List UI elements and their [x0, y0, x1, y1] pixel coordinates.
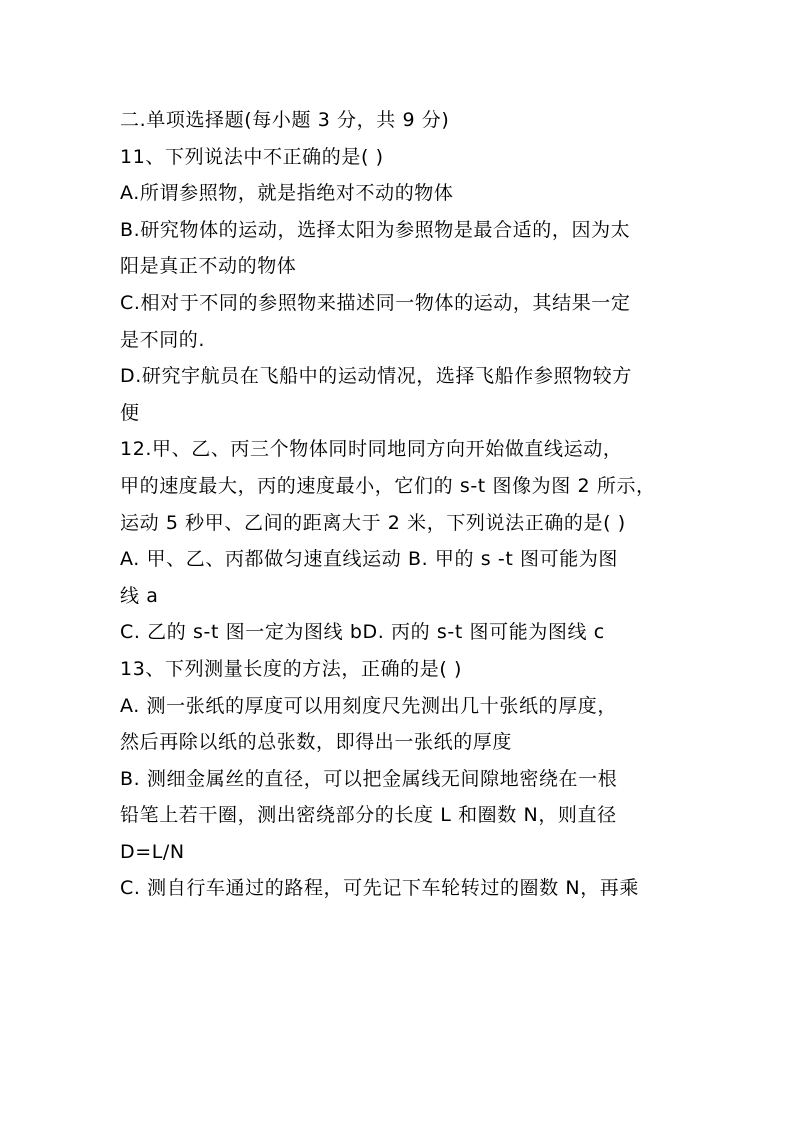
- question-13-option-a-line-2: 然后再除以纸的总张数，即得出一张纸的厚度: [120, 731, 513, 754]
- question-12-options-cd: C. 乙的 s-t 图一定为图线 bD. 丙的 s-t 图可能为图线 c: [120, 621, 605, 644]
- section-heading: 二.单项选择题(每小题 3 分，共 9 分): [120, 109, 450, 131]
- question-13-option-b-line-1: B. 测细金属丝的直径，可以把金属线无间隙地密绕在一根: [120, 767, 618, 790]
- question-11-stem: 11、下列说法中不正确的是( ): [120, 145, 384, 168]
- question-12-options-ab-line-1: A. 甲、乙、丙都做匀速直线运动 B. 甲的 s -t 图可能为图: [120, 548, 619, 571]
- question-11-option-b-line-1: B.研究物体的运动，选择太阳为参照物是最合适的，因为太: [120, 218, 631, 241]
- question-11-option-d-line-1: D.研究宇航员在飞船中的运动情况，选择飞船作参照物较方: [120, 365, 632, 388]
- question-12-options-ab-line-2: 线 a: [120, 584, 159, 607]
- question-11-option-c-line-2: 是不同的.: [120, 328, 206, 351]
- question-13-option-c-line-1: C. 测自行车通过的路程，可先记下车轮转过的圈数 N，再乘: [120, 877, 639, 900]
- question-11-option-a: A.所谓参照物，就是指绝对不动的物体: [120, 182, 454, 205]
- document-body: [120, 102, 680, 907]
- question-12-stem-line-1: 12.甲、乙、丙三个物体同时同地同方向开始做直线运动，: [120, 438, 623, 461]
- question-11-option-b-line-2: 阳是真正不动的物体: [120, 255, 297, 278]
- question-13-option-a-line-1: A. 测一张纸的厚度可以用刻度尺先测出几十张纸的厚度，: [120, 694, 617, 717]
- question-12-stem-line-2: 甲的速度最大，丙的速度最小，它们的 s-t 图像为图 2 所示，: [120, 474, 656, 497]
- question-13-stem: 13、下列测量长度的方法，正确的是( ): [120, 657, 463, 680]
- question-11-option-c-line-1: C.相对于不同的参照物来描述同一物体的运动，其结果一定: [120, 291, 631, 314]
- question-13-option-b-line-3: D=L/N: [120, 840, 185, 863]
- question-12-stem-line-3: 运动 5 秒甲、乙间的距离大于 2 米，下列说法正确的是( ): [120, 511, 626, 534]
- question-11-option-d-line-2: 便: [120, 401, 140, 424]
- question-13-option-b-line-2: 铅笔上若干圈，测出密绕部分的长度 L 和圈数 N，则直径: [120, 804, 617, 827]
